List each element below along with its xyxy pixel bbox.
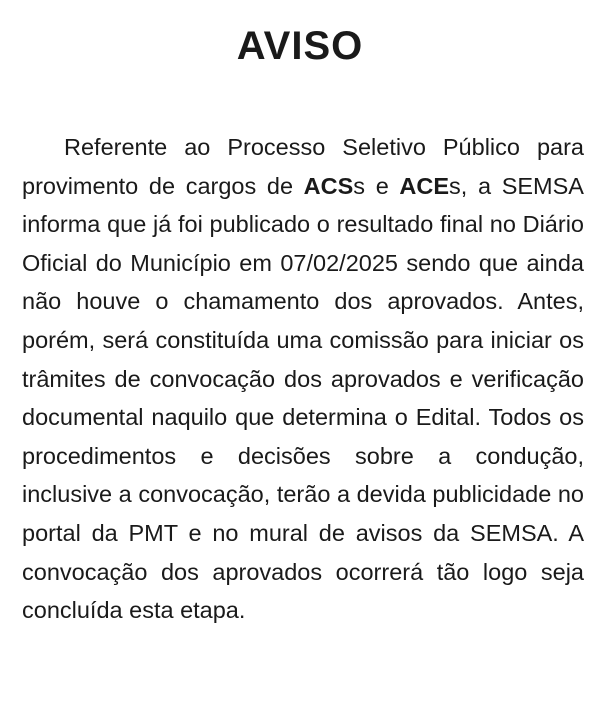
notice-paragraph [22, 128, 584, 630]
notice-title: AVISO [236, 24, 364, 68]
acs-plural-suffix: s e [353, 172, 400, 199]
paragraph-main-text: , a SEMSA informa que já foi publicado o resultado final no Diário Oficial do Município em 07/02/2025 sendo que ainda não houve o chamamento dos aprovados. Antes, porém, será constituída uma comissão para iniciar os trâmites de convocação dos aprovados e verificação documental naquilo que determina o Edital. Todos os procedimentos e decisões sobre a condução, inclusive a convocação, terão a devida publicidade no portal da PMT e no mural de avisos da SEMSA. A convocação dos aprovados ocorrerá tão logo seja concluída esta etapa. [22, 172, 584, 624]
ace-abbreviation: ACE [399, 172, 450, 199]
paragraph-intro-text: Referente ao Processo Seletivo Público para provimento de cargos de [22, 134, 584, 199]
acs-abbreviation: ACS [303, 172, 354, 199]
ace-plural-suffix: s [449, 172, 461, 199]
